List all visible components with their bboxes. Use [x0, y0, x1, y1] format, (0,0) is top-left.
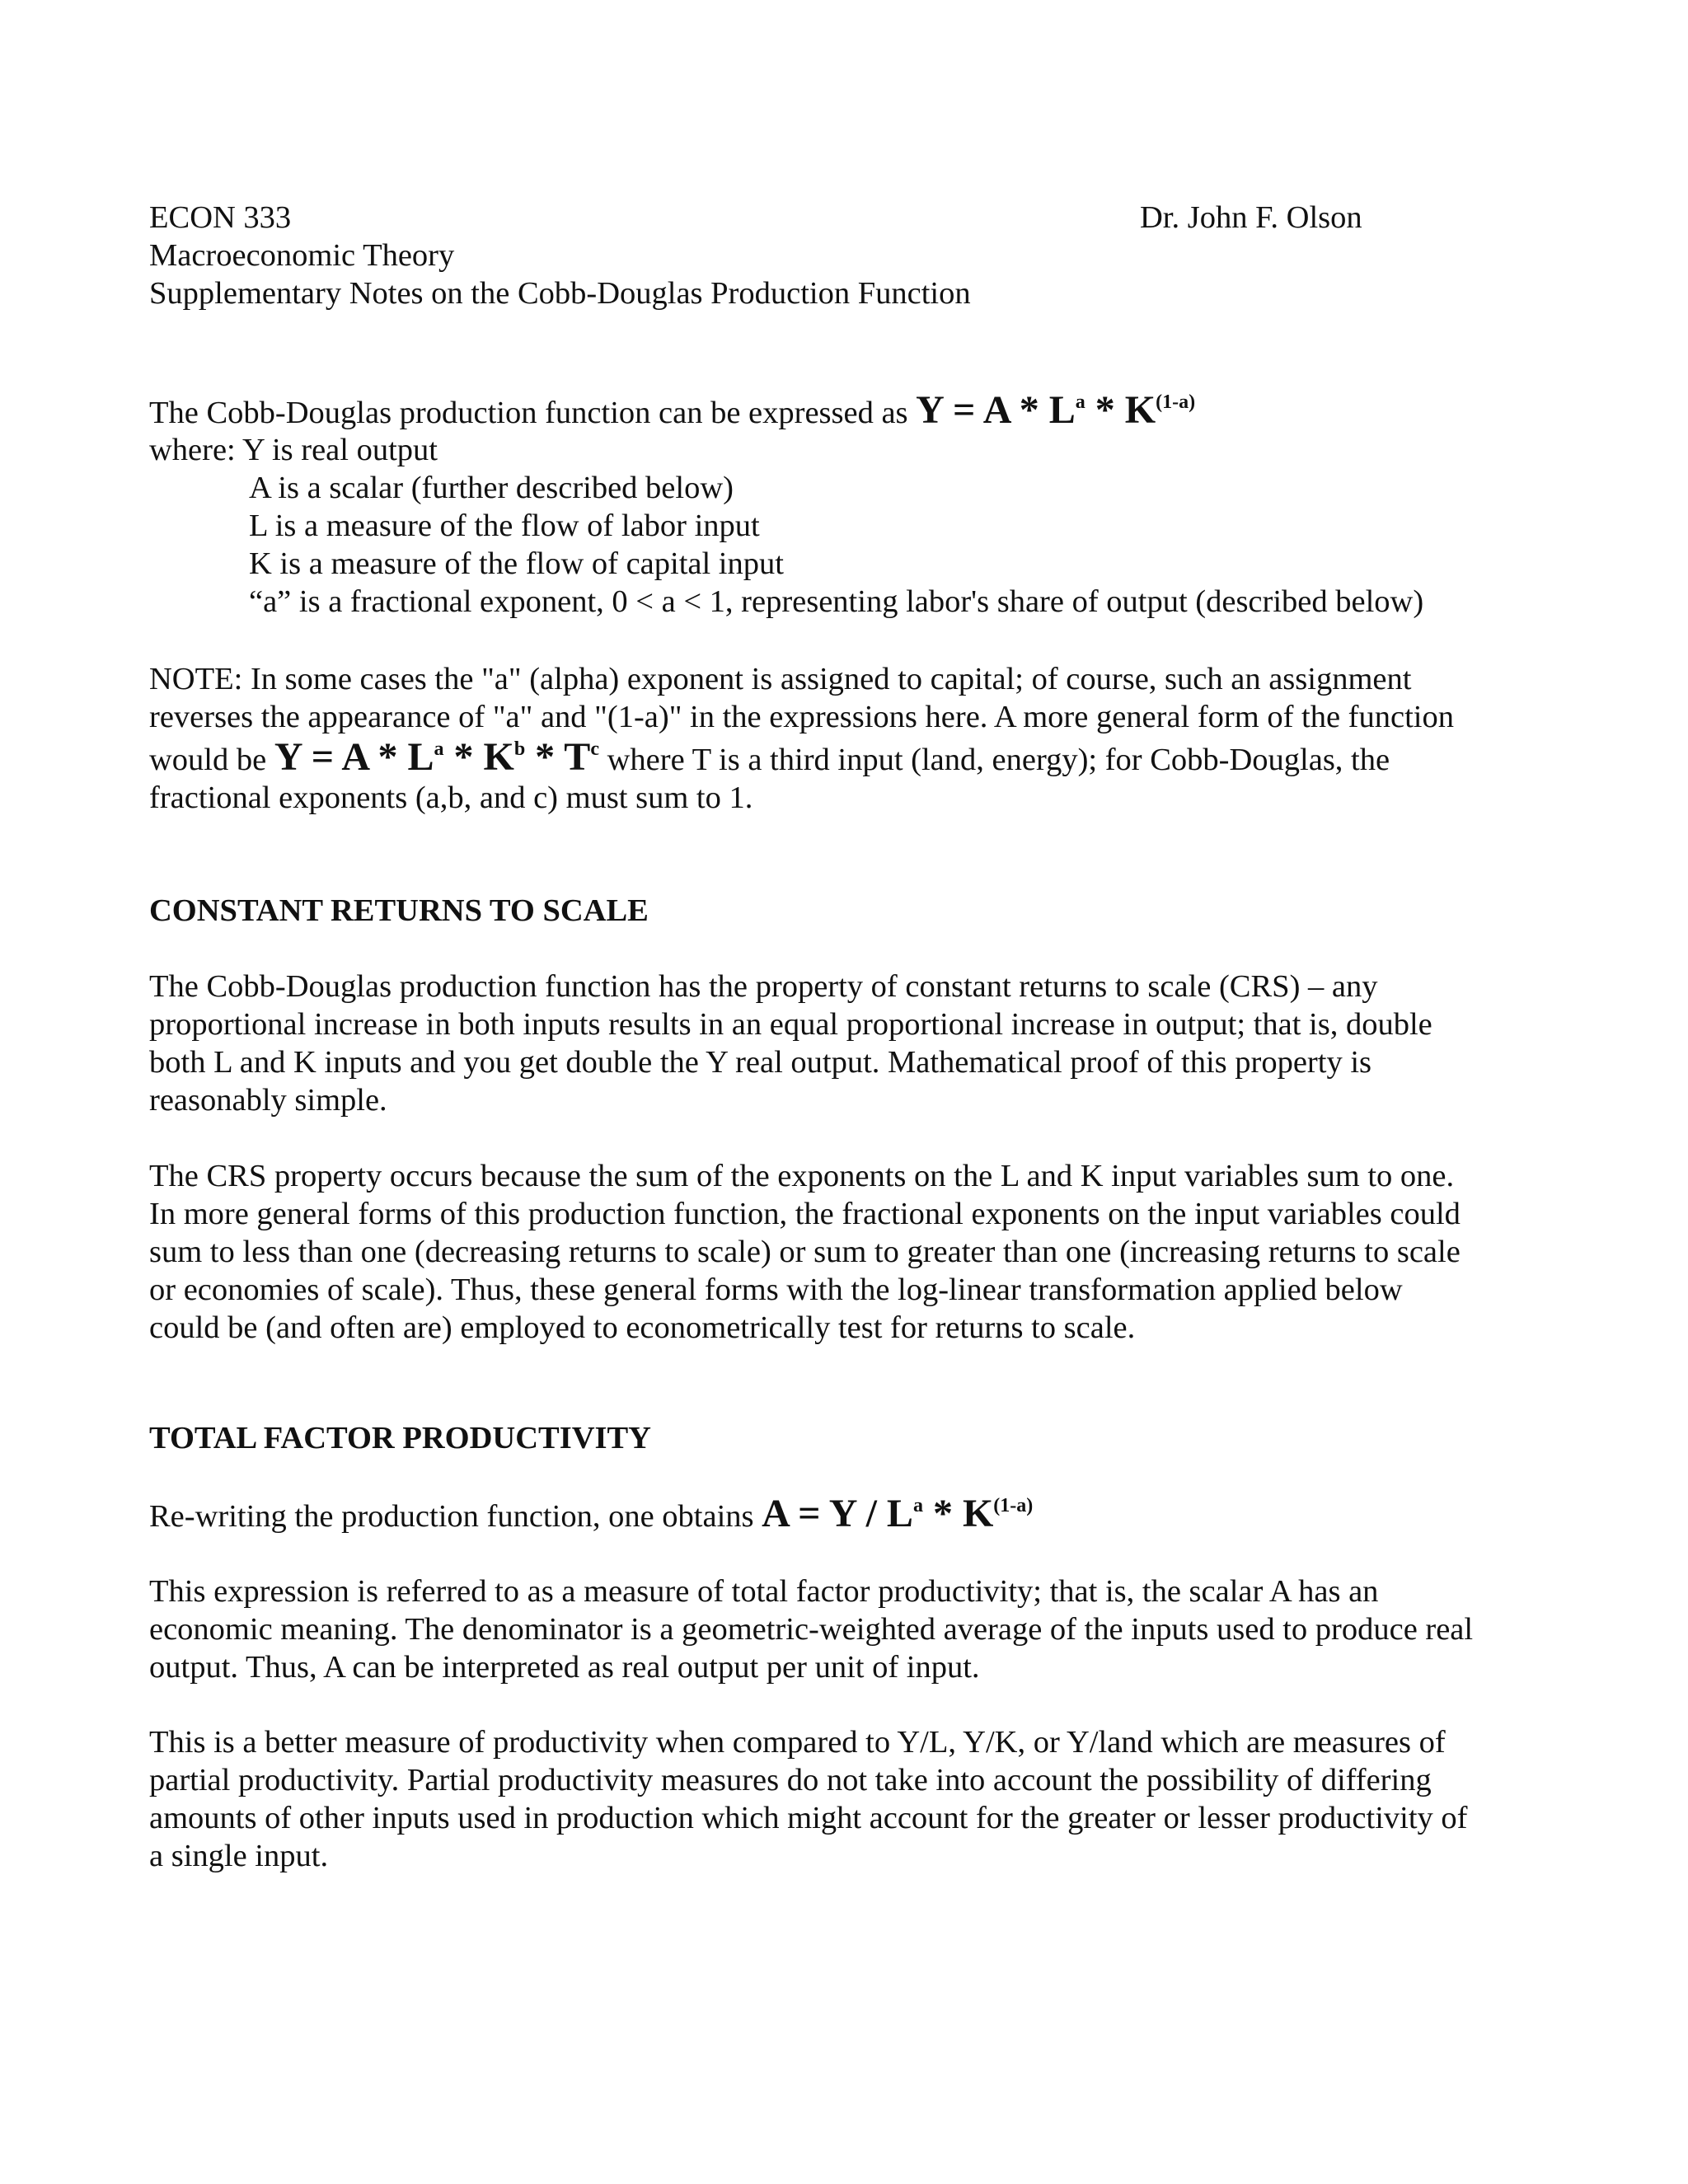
note-line: NOTE: In some cases the "a" (alpha) exponent is assigned to capital; of course, such an assignment	[149, 662, 1412, 696]
crs-paragraph-2	[149, 1157, 1550, 1347]
where-line: where: Y is real output	[149, 433, 438, 467]
paragraph-line: output. Thus, A can be interpreted as real output per unit of input.	[149, 1650, 980, 1685]
tfp-section	[149, 1419, 1550, 1457]
tfp-equation-line: Re-writing the production function, one obtains $A = Y / L^a * K^{(1-a)}$	[149, 1492, 1034, 1535]
note-line: fractional exponents (a,b, and c) must sum to 1.	[149, 780, 753, 815]
course-subject: Macroeconomic Theory	[149, 238, 455, 273]
tfp-paragraph-2	[149, 1723, 1550, 1875]
paragraph-line: In more general forms of this production function, the fractional exponents on the input variables could	[149, 1197, 1461, 1231]
paragraph-line: partial productivity. Partial productivity measures do not take into account the possibility of differing	[149, 1763, 1432, 1797]
paragraph-line: This expression is referred to as a measure of total factor productivity; that is, the scalar A has an	[149, 1574, 1379, 1609]
definition-item: “a” is a fractional exponent, 0 < a < 1, representing labor's share of output (described below)	[249, 584, 1424, 619]
paragraph-line: a single input.	[149, 1839, 329, 1873]
paragraph-line: sum to less than one (decreasing returns to scale) or sum to greater than one (increasing returns to scale	[149, 1235, 1461, 1269]
intro-lead-text: The Cobb-Douglas production function can be expressed as	[149, 396, 917, 430]
intro-section	[149, 390, 1550, 621]
paragraph-line: reasonably simple.	[149, 1083, 387, 1118]
paragraph-line: The Cobb-Douglas production function has the property of constant returns to scale (CRS) – any	[149, 969, 1378, 1004]
crs-heading: CONSTANT RETURNS TO SCALE	[149, 893, 649, 928]
tfp-equation: $A = Y / L^a * K^{(1-a)}$	[762, 1492, 1034, 1535]
paragraph-line: amounts of other inputs used in production which might account for the greater or lesser productivity of	[149, 1801, 1468, 1835]
tfp-paragraph-1	[149, 1572, 1550, 1686]
course-code: ECON 333	[149, 200, 292, 235]
paragraph-line: economic meaning. The denominator is a geometric-weighted average of the inputs used to produce real	[149, 1612, 1474, 1647]
note-line: reverses the appearance of "a" and "(1-a)" in the expressions here. A more general form of the function	[149, 700, 1454, 734]
crs-section	[149, 892, 1550, 930]
note-equation-line: would be $Y = A * L^a * K^b * T^c$ where T is a third input (land, energy); for Cobb-Douglas, the	[149, 735, 1390, 779]
paragraph-line: or economies of scale). Thus, these general forms with the log-linear transformation applied below	[149, 1272, 1403, 1307]
note-section	[149, 660, 1550, 817]
definition-item: A is a scalar (further described below)	[249, 471, 734, 505]
definition-item: L is a measure of the flow of labor input	[249, 509, 760, 543]
paragraph-line: The CRS property occurs because the sum of the exponents on the L and K input variables sum to one.	[149, 1159, 1455, 1193]
general-form-equation: $Y = A * L^a * K^b * T^c$	[274, 735, 599, 779]
paragraph-line: This is a better measure of productivity when compared to Y/L, Y/K, or Y/land which are measures of	[149, 1725, 1446, 1760]
paragraph-line: both L and K inputs and you get double the Y real output. Mathematical proof of this property is	[149, 1045, 1372, 1080]
paragraph-line: proportional increase in both inputs results in an equal proportional increase in output; that is, double	[149, 1007, 1432, 1042]
tfp-heading: TOTAL FACTOR PRODUCTIVITY	[149, 1421, 651, 1455]
definition-item: K is a measure of the flow of capital input	[249, 546, 784, 581]
intro-lead-line	[149, 390, 1550, 431]
production-function-equation: $Y = A * L^a * K^{(1-a)}$	[916, 388, 1196, 432]
paragraph-line: could be (and often are) employed to econometrically test for returns to scale.	[149, 1310, 1136, 1345]
crs-paragraph-1	[149, 968, 1550, 1119]
author-name: Dr. John F. Olson	[1140, 200, 1362, 235]
tfp-rewrite	[149, 1491, 1550, 1537]
document-title: Supplementary Notes on the Cobb-Douglas Production Function	[149, 276, 971, 311]
